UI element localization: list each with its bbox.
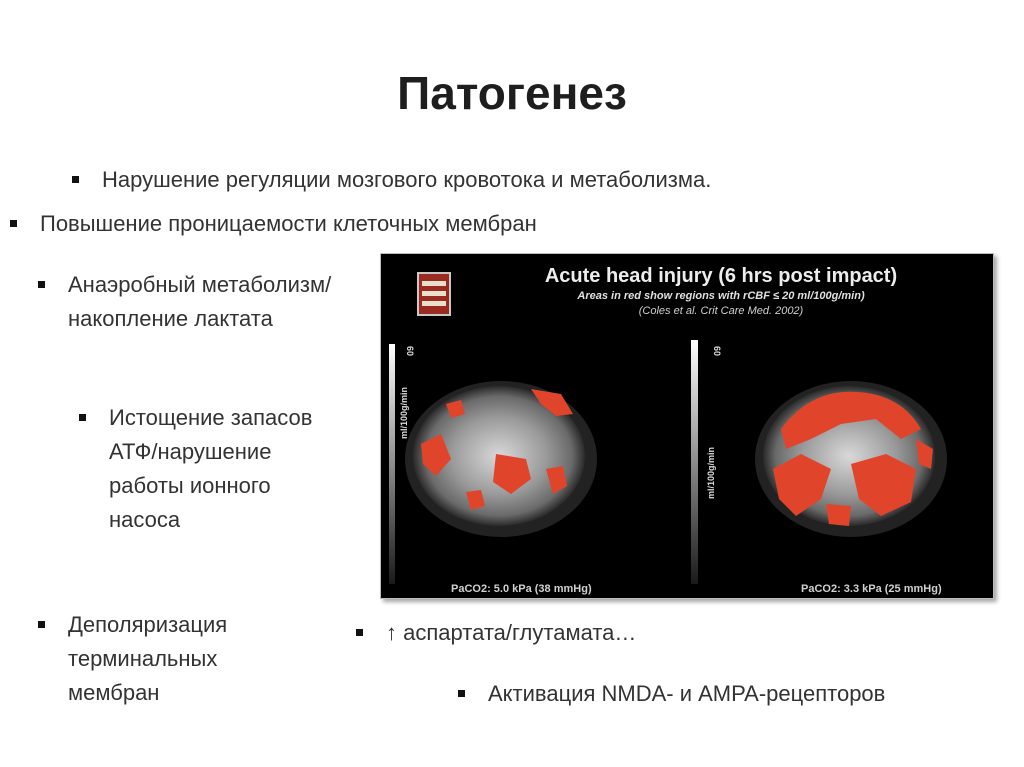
bullet-text: Активация NMDA- и AMPA-рецепторов (488, 681, 886, 706)
ct-perfusion-figure (380, 253, 994, 599)
ct-perfusion-image (381, 254, 993, 598)
bullet-marker (38, 281, 45, 288)
bullet-marker (38, 621, 45, 628)
bullet-cerebral-blood-flow (72, 163, 872, 197)
right-scale-top-label: 60 (712, 346, 722, 357)
figure-citation: (Coles et al. Crit Care Med. 2002) (638, 305, 804, 317)
left-brain-scan (405, 381, 597, 537)
bullet-membrane-permeability (10, 207, 710, 241)
center-scale-bar (691, 340, 698, 584)
right-brain-scan (755, 381, 947, 537)
right-scan-caption: PaCO2: 3.3 kPa (25 mmHg) (801, 583, 942, 595)
figure-subheading: Areas in red show regions with rCBF ≤ 20 ml/100g/min) (577, 290, 865, 302)
figure-heading: Acute head injury (6 hrs post impact) (544, 265, 898, 287)
bullet-text: Повышение проницаемости клеточных мембран (40, 211, 537, 236)
bullet-marker (458, 690, 465, 697)
bullet-text: Истощение запасов АТФ/нарушение работы ионного насоса (109, 405, 313, 532)
bullet-marker (356, 629, 363, 636)
slide-title: Патогенез (397, 67, 627, 119)
left-scale-bar (389, 344, 395, 584)
bullet-nmda-ampa (458, 677, 998, 711)
bullet-atp-depletion (79, 401, 339, 537)
bullet-text: Анаэробный метаболизм/накопление лактата (68, 272, 332, 331)
left-scan-caption: PaCO2: 5.0 kPa (38 mmHg) (451, 583, 592, 595)
university-crest-icon (417, 272, 451, 316)
right-scale-unit-label: ml/100g/min (706, 446, 716, 499)
bullet-aspartate-glutamate (356, 616, 776, 650)
left-scale-unit-label: ml/100g/min (399, 386, 409, 439)
left-scale-top-label: 60 (405, 346, 415, 357)
bullet-marker (72, 176, 79, 183)
bullet-text: Деполяризация терминальных мембран (68, 612, 228, 705)
bullet-marker (10, 220, 17, 227)
bullet-text: Нарушение регуляции мозгового кровотока и метаболизма. (102, 167, 712, 192)
bullet-depolarization (38, 608, 278, 710)
bullet-marker (79, 414, 86, 421)
bullet-text: ↑ аспартата/глутамата… (386, 620, 637, 645)
bullet-anaerobic-metabolism (38, 268, 378, 336)
